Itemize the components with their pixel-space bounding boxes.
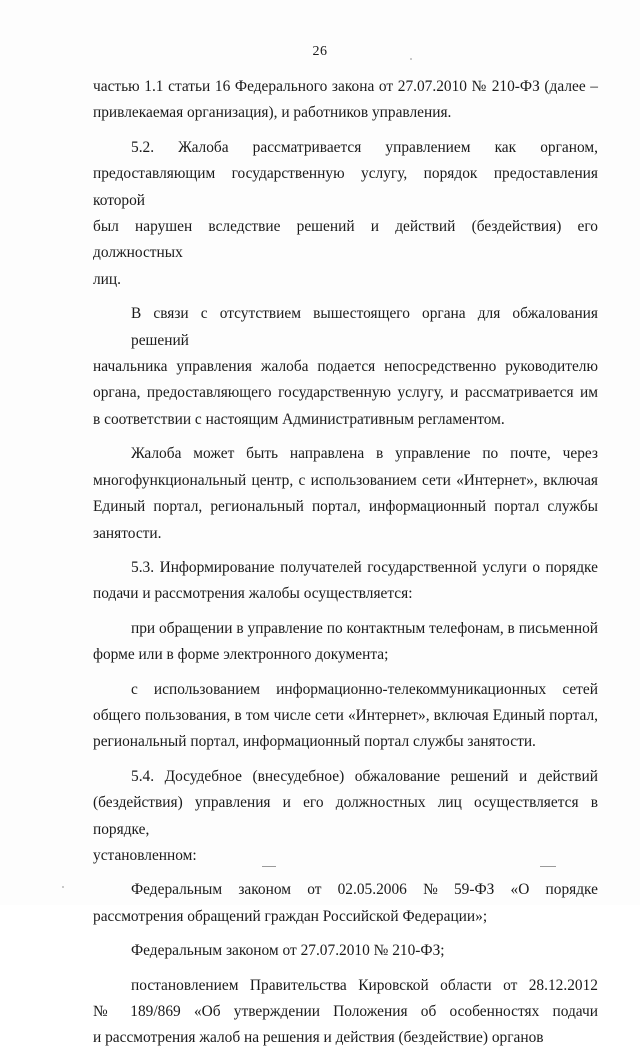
text-line: 5.3. Информирование получателей государственной услуги о порядке (131, 558, 598, 576)
document-body (93, 74, 598, 1052)
word: управлением (385, 138, 471, 156)
text-line: привлекаемая организация), и работников управления. (93, 104, 452, 122)
text-line: и рассмотрения жалоб на решения и действия (бездействие) органов (93, 1029, 544, 1047)
text-line: общего пользования, в том числе сети «Интернет», включая Единый портал, (93, 706, 598, 724)
word: органом, (540, 138, 598, 156)
page-number: 26 (312, 44, 328, 59)
scan-artifact (62, 886, 64, 888)
text-line: при обращении в управление по контактным телефонам, в письменной (131, 619, 598, 637)
text-line (93, 877, 598, 903)
word: Жалоба (178, 138, 229, 156)
text-line: в соответствии с настоящим Административным регламентом. (93, 410, 505, 428)
text-line: подачи и рассмотрения жалобы осуществляется: (93, 585, 413, 603)
word: сетей (562, 680, 598, 698)
text-line: Федеральным законом от 27.07.2010 № 210-ФЗ; (131, 942, 445, 960)
word: рассматривается (252, 138, 362, 156)
text-line: Жалоба может быть направлена в управление по почте, через (131, 445, 598, 463)
text-line: частью 1.1 статьи 16 Федерального закона от 27.07.2010 № 210-ФЗ (далее – (93, 78, 598, 95)
text-line: начальника управления жалоба подается непосредственно руководителю (93, 358, 598, 376)
text-line: занятости. (93, 524, 162, 542)
word: информационно-телекоммуникационных (276, 680, 547, 698)
word: с (131, 680, 138, 698)
scan-artifact (262, 866, 276, 867)
word: «О (510, 881, 530, 899)
word: от (307, 881, 322, 899)
word: законом (238, 881, 292, 899)
text-line: многофункциональный центр, с использованием сети «Интернет», включая (93, 471, 598, 489)
text-line: предоставляющим государственную услугу, порядок предоставления которой (93, 165, 598, 209)
text-line: региональный портал, информационный портал службы занятости. (93, 733, 536, 751)
text-line: был нарушен вследствие решений и действий (бездействия) его должностных (93, 218, 598, 262)
word: 5.2. (131, 138, 155, 156)
text-line: форме или в форме электронного документа; (93, 646, 389, 664)
word: Федеральным (131, 881, 223, 899)
text-line: органа, предоставляющего государственную услугу, и рассматривается им (93, 384, 598, 402)
scan-artifact (410, 58, 412, 60)
word: № (423, 881, 438, 899)
word: 02.05.2006 (337, 881, 407, 899)
word: порядке (545, 881, 598, 899)
text-line (93, 135, 598, 161)
word: 59-ФЗ (453, 881, 495, 899)
text-line: В связи с отсутствием вышестоящего органа для обжалования решений (131, 305, 598, 349)
text-line: 5.4. Досудебное (внесудебное) обжалование решений и действий (131, 767, 598, 785)
word: как (494, 138, 517, 156)
text-line: установленном: (93, 846, 197, 864)
text-line: Единый портал, региональный портал, информационный портал службы (93, 498, 598, 516)
text-line: рассмотрения обращений граждан Российской Федерации»; (93, 907, 488, 925)
scan-artifact (540, 866, 556, 867)
text-line: постановлением Правительства Кировской области от 28.12.2012 (131, 976, 598, 994)
word: использованием (153, 680, 261, 698)
text-line (93, 677, 598, 703)
text-line: (бездействия) управления и его должностных лиц осуществляется в порядке, (93, 794, 598, 838)
text-line: № 189/869 «Об утверждении Положения об особенностях подачи (93, 1003, 598, 1020)
text-line: лиц. (93, 270, 122, 288)
